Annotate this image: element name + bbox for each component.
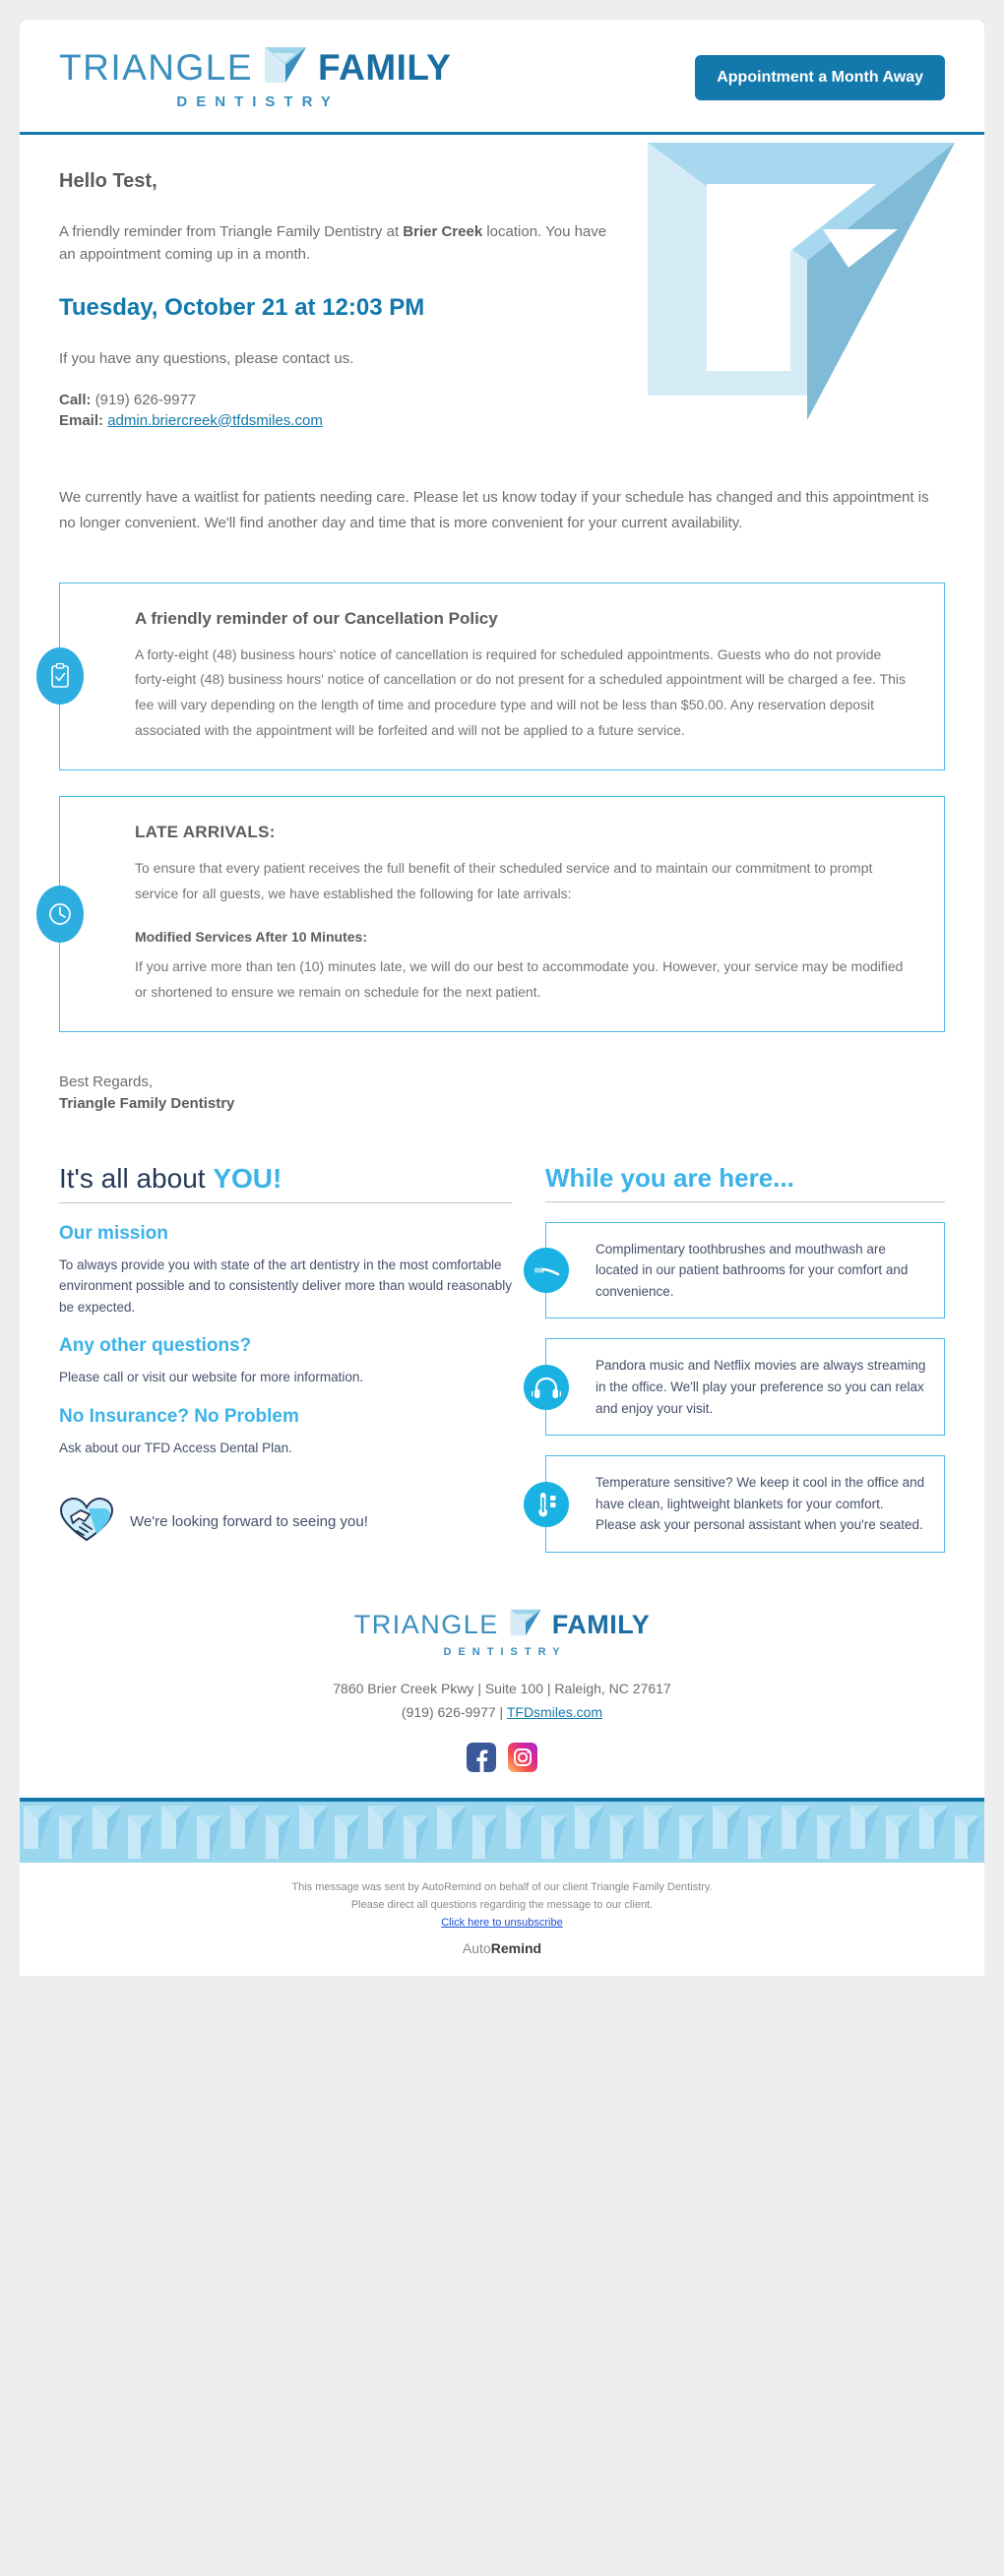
bottom-spacer <box>0 1976 1004 2001</box>
no-insurance-heading: No Insurance? No Problem <box>59 1406 299 1427</box>
info-section <box>20 1163 984 1572</box>
footer-brand-triangle: TRIANGLE <box>353 1609 499 1639</box>
legal-disclaimer <box>20 1863 984 1977</box>
clipboard-check-icon <box>36 647 84 705</box>
footer-contact-block <box>59 1678 945 1725</box>
while-you-are-here-heading: While you are here... <box>545 1162 794 1193</box>
our-mission-body: To always provide you with state of the art dentistry in the most comfortable environment possible and to consistently deliver more than would reasonably be expected. <box>59 1257 513 1315</box>
footer-separator: | <box>495 1703 507 1720</box>
tip-box-toothbrush <box>545 1222 945 1319</box>
cancellation-policy-text: A forty-eight (48) business hours' notice of cancellation is required for scheduled appointments. Guests who do not provide forty-eight (48) business hours' notice of cancellation or do not present for a scheduled appointment will be charged a fee. This fee will vary depending on the length of time and procedure type and will not be less than $50.00. Any reservation deposit associated with the appointment will be forfeited and will not be applied to a future service. <box>135 645 906 739</box>
hero-watermark-triangle-icon <box>630 135 984 420</box>
modified-services-text: If you arrive more than ten (10) minutes late, we will do our best to accommodate you. However, your service may be modified or shortened to ensure we remain on schedule for the next patient. <box>135 957 904 1000</box>
footer-phone-site-row <box>59 1701 945 1725</box>
footer-address: 7860 Brier Creek Pkwy | Suite 100 | Raleigh, NC 27617 <box>333 1680 671 1696</box>
footer-phone: (919) 626-9977 <box>401 1703 496 1720</box>
info-right-column <box>545 1163 945 1572</box>
signoff-block <box>20 1072 984 1116</box>
greeting-heading: Hello Test, <box>59 170 157 192</box>
heading-plain: It's all about <box>59 1162 214 1194</box>
cancellation-policy-box <box>59 583 945 771</box>
late-arrivals-box <box>59 796 945 1032</box>
heading-accent: YOU! <box>213 1162 282 1194</box>
signoff-line1: Best Regards, <box>59 1073 154 1090</box>
instagram-icon[interactable] <box>508 1743 537 1772</box>
signoff-line2: Triangle Family Dentistry <box>59 1095 235 1113</box>
our-mission-heading: Our mission <box>59 1222 168 1244</box>
footer-brand-family: FAMILY <box>551 1609 651 1639</box>
info-left-column <box>59 1163 512 1572</box>
intro-location: Brier Creek <box>403 223 483 240</box>
thermometer-icon <box>524 1482 569 1527</box>
right-divider <box>545 1201 945 1202</box>
legal-line-1: This message was sent by AutoRemind on behalf of our client Triangle Family Dentistry. <box>291 1880 713 1893</box>
no-insurance-body: Ask about our TFD Access Dental Plan. <box>59 1441 292 1455</box>
any-other-questions-heading: Any other questions? <box>59 1335 252 1357</box>
footer-brand-subtitle: DENTISTRY <box>443 1645 567 1658</box>
email-header <box>20 20 984 135</box>
intro-post: location. You have an appointment coming up in a month. <box>59 223 607 264</box>
social-links <box>59 1743 945 1772</box>
autoremind-brand-light: Auto <box>462 1939 491 1956</box>
hero-content <box>59 170 610 429</box>
email-card <box>20 20 984 1976</box>
tip-box-thermometer <box>545 1455 945 1553</box>
email-label: Email: <box>59 411 104 429</box>
appointment-datetime: Tuesday, October 21 at 12:03 PM <box>59 293 425 321</box>
email-link[interactable]: admin.briercreek@tfdsmiles.com <box>107 411 323 429</box>
tip-text-headphones: Pandora music and Netflix movies are always streaming in the office. We'll play your preference so you can relax and enjoy your visit. <box>596 1358 926 1416</box>
call-value: (919) 626-9977 <box>94 391 197 408</box>
brand-logo-row <box>59 45 451 90</box>
brand-name-family: FAMILY <box>318 46 452 88</box>
late-arrivals-text: To ensure that every patient receives the full benefit of their scheduled service and to maintain our commitment to prompt service for all guests, we have established the following for late arrivals: <box>135 860 873 901</box>
contact-email-row <box>59 412 610 429</box>
intro-paragraph <box>59 220 610 267</box>
footer-website-link[interactable]: TFDsmiles.com <box>506 1703 603 1720</box>
contact-call-row <box>59 392 610 408</box>
legal-line-2: Please direct all questions regarding the message to our client. <box>350 1898 654 1911</box>
any-other-questions-body: Please call or visit our website for more information. <box>59 1370 364 1385</box>
policy-section <box>20 583 984 1032</box>
late-arrivals-title: LATE ARRIVALS: <box>135 823 276 842</box>
footer-brand-logo <box>59 1608 945 1658</box>
looking-forward-row <box>59 1497 512 1547</box>
clock-icon <box>36 886 84 943</box>
modified-services-subtitle: Modified Services After 10 Minutes: <box>135 928 367 945</box>
its-all-about-you-heading <box>59 1163 512 1202</box>
left-divider <box>59 1202 512 1203</box>
handshake-heart-icon <box>59 1497 114 1547</box>
brand-name-triangle: TRIANGLE <box>59 46 254 88</box>
triangle-arrow-icon <box>263 45 308 90</box>
tip-text-toothbrush: Complimentary toothbrushes and mouthwash are located in our patient bathrooms for your comfort and convenience. <box>596 1241 909 1299</box>
intro-pre: A friendly reminder from Triangle Family Dentistry at <box>59 223 404 240</box>
call-label: Call: <box>59 391 92 408</box>
toothbrush-icon <box>524 1248 569 1293</box>
waitlist-paragraph: We currently have a waitlist for patients needing care. Please let us know today if your schedule has changed and this appointment is no longer convenient. We'll find another day and time that is more convenient for your current availability. <box>59 489 929 532</box>
footer-triangle-arrow-icon <box>509 1608 542 1642</box>
brand-logo <box>59 45 451 110</box>
looking-forward-text: We're looking forward to seeing you! <box>130 1512 368 1530</box>
decorative-pattern-strip <box>20 1798 984 1863</box>
headphones-icon <box>524 1365 569 1410</box>
unsubscribe-link[interactable]: Click here to unsubscribe <box>441 1916 563 1929</box>
hero-section <box>20 135 984 430</box>
appointment-cta-button[interactable]: Appointment a Month Away <box>695 55 945 100</box>
email-footer <box>20 1572 984 1798</box>
brand-subtitle: DENTISTRY <box>176 93 340 110</box>
footer-logo-row <box>354 1608 651 1642</box>
questions-line: If you have any questions, please contact us. <box>59 349 354 367</box>
autoremind-brand-bold: Remind <box>490 1939 542 1956</box>
tip-box-headphones <box>545 1338 945 1436</box>
cancellation-policy-title: A friendly reminder of our Cancellation Policy <box>135 608 498 628</box>
facebook-icon[interactable] <box>467 1743 496 1772</box>
tip-text-thermometer: Temperature sensitive? We keep it cool in the office and have clean, lightweight blankets for your comfort. Please ask your personal assistant when you're seated. <box>596 1475 925 1533</box>
autoremind-brand <box>59 1937 945 1960</box>
